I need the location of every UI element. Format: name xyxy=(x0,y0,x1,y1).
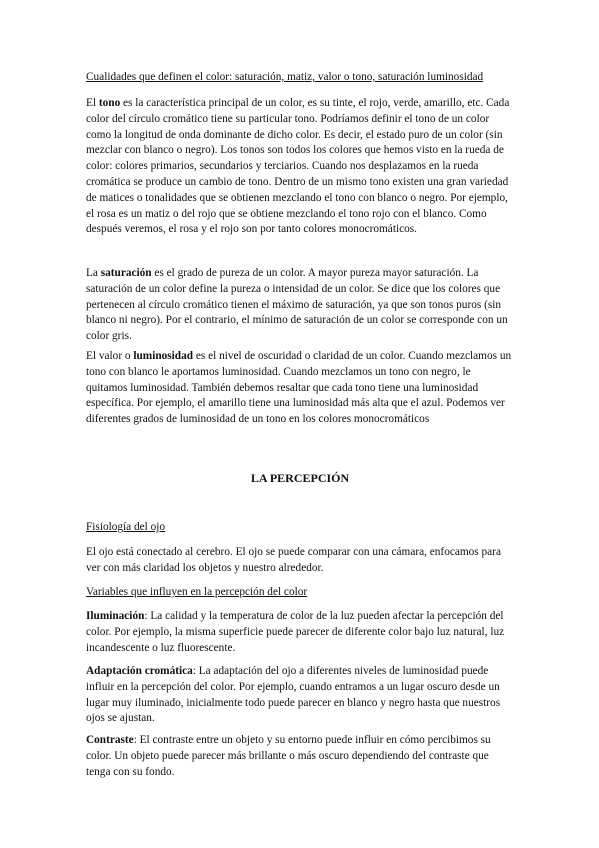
luminosidad-term: luminosidad xyxy=(133,350,194,362)
adaptacion-text: : La adaptación del ojo a diferentes niveles de luminosidad puede influir en la percepción del color. Por ejemplo, cuando entramos a un lugar oscuro desde un lugar muy iluminado, inicialmente todo puede parecer en blanco y negro hasta que nuestros ojos se ajustan. xyxy=(86,665,501,725)
luminosidad-text: es el nivel de oscuridad o claridad de un color. Cuando mezclamos un tono con blanco le aportamos luminosidad. Cuando mezclamos un tono con negro, le quitamos luminosidad. También debemos resaltar que cada tono tiene una luminosidad específica. Por ejemplo, el amarillo tiene una luminosidad más alta que el azul. Podemos ver diferentes grados de luminosidad de un tono en los colores monocromáticos xyxy=(86,350,512,426)
section-title: LA PERCEPCIÓN xyxy=(250,471,350,485)
tono-pre: El xyxy=(86,97,99,109)
paragraph-saturacion xyxy=(86,266,514,345)
heading-fisiologia: Fisiología del ojo xyxy=(86,521,166,533)
luminosidad-pre: El valor o xyxy=(86,350,134,362)
tono-term: tono xyxy=(98,97,121,109)
iluminacion-text: : La calidad y la temperatura de color de la luz pueden afectar la percepción del color. Por ejemplo, la misma superficie puede parecer de diferente color bajo luz natural, luz incandescente o luz fluorescente. xyxy=(86,610,505,654)
tono-text: es la característica principal de un color, es su tinte, el rojo, verde, amarillo, etc. Cada color del círculo cromático tiene su particular tono. Podríamos definir el tono de un color como la longitud de onda dominante de dicho color. Es decir, el estado puro de un color (sin mezclar con blanco o negro). Los tonos son todos los colores que hemos visto en la rueda de color: colores primarios, secundarios y terciarios. Cuando nos desplazamos en la rueda cromática se produce un cambio de tono. Dentro de un mismo tono existen una gran variedad de matices o tonalidades que se obtienen mezclando el tono con blanco o negro. Por ejemplo, el rosa es un matiz o del rojo que se obtiene mezclando el tono rojo con el blanco. Como después veremos, el rosa y el rojo son por tanto colores monocromáticos. xyxy=(86,97,510,236)
iluminacion-term: Iluminación xyxy=(86,610,145,622)
paragraph-contraste xyxy=(86,733,514,780)
contraste-term: Contraste xyxy=(86,734,134,746)
paragraph-ojo: El ojo está conectado al cerebro. El ojo se puede comparar con una cámara, enfocamos para ver con más claridad los objetos y nuestro alrededor. xyxy=(86,546,501,574)
saturacion-text: es el grado de pureza de un color. A mayor pureza mayor saturación. La saturación de un color define la pureza o intensidad de un color. Se dice que los colores que pertenecen al círculo cromático tienen el máximo de saturación, ya que son tonos puros (sin blanco ni negro). Por el contrario, el mínimo de saturación de un color se corresponde con un color gris. xyxy=(86,267,508,343)
paragraph-adaptacion xyxy=(86,664,514,727)
adaptacion-term: Adaptación cromática xyxy=(86,665,193,677)
paragraph-tono xyxy=(86,96,514,238)
paragraph-luminosidad xyxy=(86,349,514,428)
saturacion-term: saturación xyxy=(100,267,152,279)
saturacion-pre: La xyxy=(86,267,101,279)
paragraph-iluminacion xyxy=(86,609,514,656)
heading-color-qualities: Cualidades que definen el color: saturación, matiz, valor o tono, saturación luminosidad xyxy=(86,71,484,83)
contraste-text: : El contraste entre un objeto y su entorno puede influir en cómo percibimos su color. Un objeto puede parecer más brillante o más oscuro dependiendo del contraste que tenga con su fondo. xyxy=(86,734,491,778)
heading-variables: Variables que influyen en la percepción del color xyxy=(86,586,308,598)
